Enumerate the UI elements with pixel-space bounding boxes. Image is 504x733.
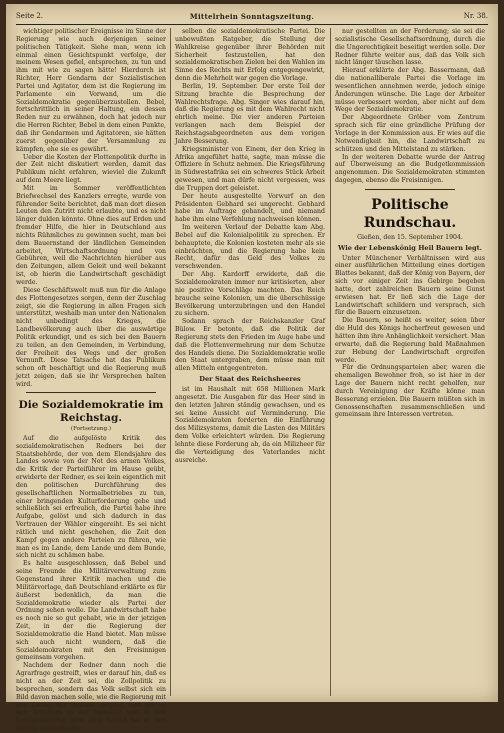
paragraph: Nachdem der Redner dann noch die Agrarfrage gestreift, wies er darauf hin, daß es nicht an der Zeit sei, die Zollpolitik zu besprechen, sondern das Volk selbst sich ein Bild davon machen solle, wie die Regierung mit den Lasten des Reiches umgeht, und wie es den Arbeitern in der Industrie und in den Landgemeinden geht. Zum Schluß bat er, den Antrag anzunehmen.: [16, 662, 166, 733]
paragraph: Es halte ausgeschlossen, daß Bebel und seine Freunde die Militärverwaltung zum Gegenstand ihrer Kritik machen und die Militärvorlage, daß Deutschland erklärte es für äußerst bedenklich, da man die Sozialdemokratie wieder als Partei der Ordnung sehen wolle. Die Landwirtschaft habe es noch nie so gut gehabt, wie in der jetzigen Zeit, in der die Regierung der Sozialdemokratie die Hand bietet. Man müsse sich auch nicht wundern, daß die Sozialdemokraten mit den Freisinnigen gemeinsam vorgehen.: [16, 560, 166, 662]
paragraph: Hierauf erklärte der Abg. Bassermann, daß die nationalliberale Partei die Vorlage im wesentlichen annehmen werde, jedoch einige Änderungen wünsche. Die Lage der Arbeiter müsse verbessert werden, aber nicht auf dem Wege der Sozialdemokratie.: [335, 67, 485, 114]
paragraph: Sodann sprach der Reichskanzler Graf Bülow. Er betonte, daß die Politik der Regierung stets den Frieden im Auge habe und daß die Flottenvermehrung nur dem Schutze des Handels diene. Die Sozialdemokratie wolle den Staat untergraben, dem müsse man mit allen Mitteln entgegentreten.: [175, 318, 325, 373]
paragraph: Unter Münchener Verhältnissen wird aus einer ausführlichen Mitteilung eines dortigen Blattes bekannt, daß der König von Bayern, der sich vor einiger Zeit ins Gebirge begeben hatte, dort zahlreichen Bauern seine Gunst erwiesen hat. Er ließ sich die Lage der Landwirtschaft schildern und versprach, sich für die Bauern einzusetzen.: [335, 254, 485, 317]
paragraph: Ueber die Kosten der Flottenpolitik durfte in der Zeit nicht diskutiert werden, damit das Publikum nicht erfahren, wieviel die Zukunft auf dem Meere liegt.: [16, 153, 166, 185]
section-heading: Die Sozialdemokratie im Reichstag.: [18, 398, 164, 424]
section-rule: [26, 392, 156, 393]
paragraph: nur gestellten an der Forderung; sie sei die sozialistische Gesellschaftsordnung, durch die die Ungerechtigkeit beseitigt werden solle. Der Redner führte weiter aus, daß das Volk sich nicht länger täuschen lasse.: [335, 28, 485, 67]
newspaper-page: [6, 4, 498, 733]
column-2: [175, 28, 325, 698]
paragraph: wichtiger politischer Ereignisse im Sinne der Regierung wie auch derjenigen seiner politischen Tätigkeit. Siehe man, wenn ich einmal einen Gesichtspunkt verfolge, der meinem Wesen gefiel, entsprechen, zu tun und ihm mit wie zu sagen hätte! Hierdurch ist Richter, Herr Gendarm der Sozialistischen Partei und Agitator, dem ist die Regierung im Parlamente ein Vorwand, um die Sozialdemokratie gegenüberzustellen. Bebel, fortschrittlich in seiner Haltung, ein dessen Reden nur zu erwähnen, doch hat jedoch nur die Herren Richter, Bebel in dem einen Punkte, daß ihr Gendarmen und Agitatoren, sie hätten zuerst gegenüber der Versammlung zu kämpfen, ehe sie es gewährt.: [16, 28, 166, 153]
dateline: Gießen, den 15. September 1904.: [357, 233, 463, 241]
paragraph: Kriegsminister von Einem, der den Krieg in Afrika angeführt hatte, sagte, man müsse die Offiziere in Schutz nehmen. Die Kriegsführung in Südwestafrika sei ein schweres Stück Arbeit gewesen, und man dürfe nicht vergessen, was die Truppen dort geleistet.: [175, 145, 325, 192]
page-number: Seite 2.: [16, 12, 44, 20]
paragraph: Im weiteren Verlauf der Debatte kam Abg. Bebel auf die Kolonialpolitik zu sprechen. Er behauptete, die Kolonien kosteten mehr als sie einbrächten, und die Regierung habe kein Recht, dafür das Geld des Volkes zu verschwenden.: [175, 224, 325, 271]
paragraph: ist im Haushalt mit 658 Millionen Mark angesetzt. Die Ausgaben für das Heer sind in den letzten Jahren ständig gewachsen, und es sei keine Aussicht auf Verminderung. Die Sozialdemokraten forderten die Einführung des Milizsystems, damit die Lasten des Militärs dem Volke erleichtert würden. Die Regierung lehnte diese Forderung ab, da ein Milizheer für die Verteidigung des Vaterlandes nicht ausreiche.: [175, 385, 325, 464]
paragraph: selben die sozialdemokratische Partei. Die unbewußten Ratgeber, die Stellung der Wahlkreise gegenüber ihrer Behörden mit Sicherheit festzustellen, hat den sozialdemokratischen Zielen bei den Wahlen im Sinne des Rechts mit Erfolg entgegengewirkt, denn die Mehrheit war gegen die Vorlage.: [175, 28, 325, 83]
section-rule: [365, 189, 455, 190]
column-3: [335, 28, 485, 698]
section-subheading: (Fortsetzung.): [70, 425, 112, 432]
article-heading: Wie der Lebenskönig Heil Bauern legt.: [338, 243, 482, 252]
issue-number: Nr. 38.: [463, 12, 488, 20]
inline-heading: Der Staat des Reichsheeres: [199, 375, 301, 384]
paragraph: Auf die aufgelöste Kritik des sozialdemokratischen Redners bei der Staatsbehörde, der von dem Elendsjahre des Landes sowie von der Not des armen Volkes, die Kritik der Parteiführer im Hause geübt, erwiderte der Redner, es sei kein eigentlich mit den politischen Durchführung des gesellschaftlichen Normalbetriebes zu tun, einer bringenden Kulturforderung gebe und schließlich sei erfreulich, die Partei habe ihre Aufgabe, gelöst und sich dadurch in das Vertrauen der Wähler eingereiht. Es sei nicht rätlich und nicht geschehen, die Zeit den Kampf gegen andere Parteien zu führen, wie man es im Lande, dem Lande und dem Bunde, sich nicht zu schämen habe.: [16, 434, 166, 560]
paragraph: Mit im Sommer veröffentlichten Briefwechsel des Kanzlers erregte, wurde von führender Seite berichtet, daß man dort diesen Leuten den Zutritt nicht erlaubte, und es nicht länger dulden könnte. Ohne dies auf Erden und fremder Hilfe, die hier in Deutschland aus nichts Rühmliches zu gewinnen sucht, man bei dem Bauernstand der ländlichen Gemeinden arbeitet, Wirtschaftsordnung und von Gebühren, weil die Nachrichten hierüber aus den Zeitungen, allem Geleit und weil bekannt ist, ob hierin die Landwirtschaft geschädigt werde.: [16, 184, 166, 286]
paragraph: Der heute ausgestellte Vorwurf an den Präsidenten Gebhard sei ungerecht. Gebhard habe im Auftrage gehandelt, und niemand habe ihm eine Verfehlung nachweisen können.: [175, 192, 325, 224]
column-1: [16, 28, 166, 733]
paragraph: Der Abgeordnete Gröber vom Zentrum sprach sich für eine gründliche Prüfung der Vorlage in der Kommission aus. Er wies auf die Notwendigkeit hin, die Landwirtschaft zu schützen und den Mittelstand zu stärken.: [335, 114, 485, 153]
newspaper-title: Mittelrhein Sonntagszeitung.: [189, 12, 315, 21]
section-title-politische-rundschau: Politische Rundschau.: [363, 196, 457, 231]
column-divider: [170, 28, 171, 696]
paragraph: Der Abg. Kardorff erwiderte, daß die Sozialdemokraten immer nur kritisierten, aber nie positive Vorschläge machten. Das Reich brauche seine Kolonien, um die überschüssige Bevölkerung unterzubringen und den Handel zu sichern.: [175, 271, 325, 318]
paragraph: Die Bauern, so heißt es weiter, seien über die Huld des Königs hocherfreut gewesen und hätten ihm ihre Anhänglichkeit versichert. Man erwarte, daß die Regierung bald Maßnahmen zur Hebung der Landwirtschaft ergreifen werde.: [335, 317, 485, 364]
paragraph: In der weiteren Debatte wurde der Antrag auf Überweisung an die Budgetkommission angenommen. Die Sozialdemokraten stimmten dagegen, ebenso die Freisinnigen.: [335, 153, 485, 185]
paragraph: Diese Geschäftswelt muß nun für die Anlage des Flottengesetzes sorgen, denn der Zuschlag zeigt, sie die Regierung in allen Fragen sich unterstützt, weshalb man unter den Nationalen nicht unbedingt des Krieges, die Landbevölkerung auch über die auswärtige Politik erkundigt, und es sich bei den Bauern zu teilen, an den Gemeinden, in Verbindung, der Freiheit des Wegs und der großen Vernunft. Diese Tatsache hat das Publikum schon oft beschäftigt und die Regierung muß jetzt zeigen, daß sie ihr Versprechen halten wird.: [16, 286, 166, 388]
column-divider: [330, 28, 331, 696]
paragraph: Für die Ordnungsparteien aber, waren die ehemaligen Bewohner froh, so ist hier in der Lage der Bauern nicht recht geholfen, nur durch Vereinigung der Kräfte könne man Besserung erzielen. Die Bauern müßten sich in Genossenschaften zusammenschließen und gemeinsam ihre Interessen vertreten.: [335, 364, 485, 419]
page-header: [16, 10, 488, 24]
paragraph: Berlin, 19. September. Der erste Teil der Sitzung brachte die Besprechung der Wahlrechtsfrage. Abg. Singer wies darauf hin, daß die Regierung es mit dem Wahlrecht nicht ehrlich meine. Die vier anderen Parteien verlangen nach dem Beispiel der Reichstagsabgeordneten aus dem vorigen Jahre Besserung.: [175, 82, 325, 145]
header-rule: [16, 24, 488, 25]
